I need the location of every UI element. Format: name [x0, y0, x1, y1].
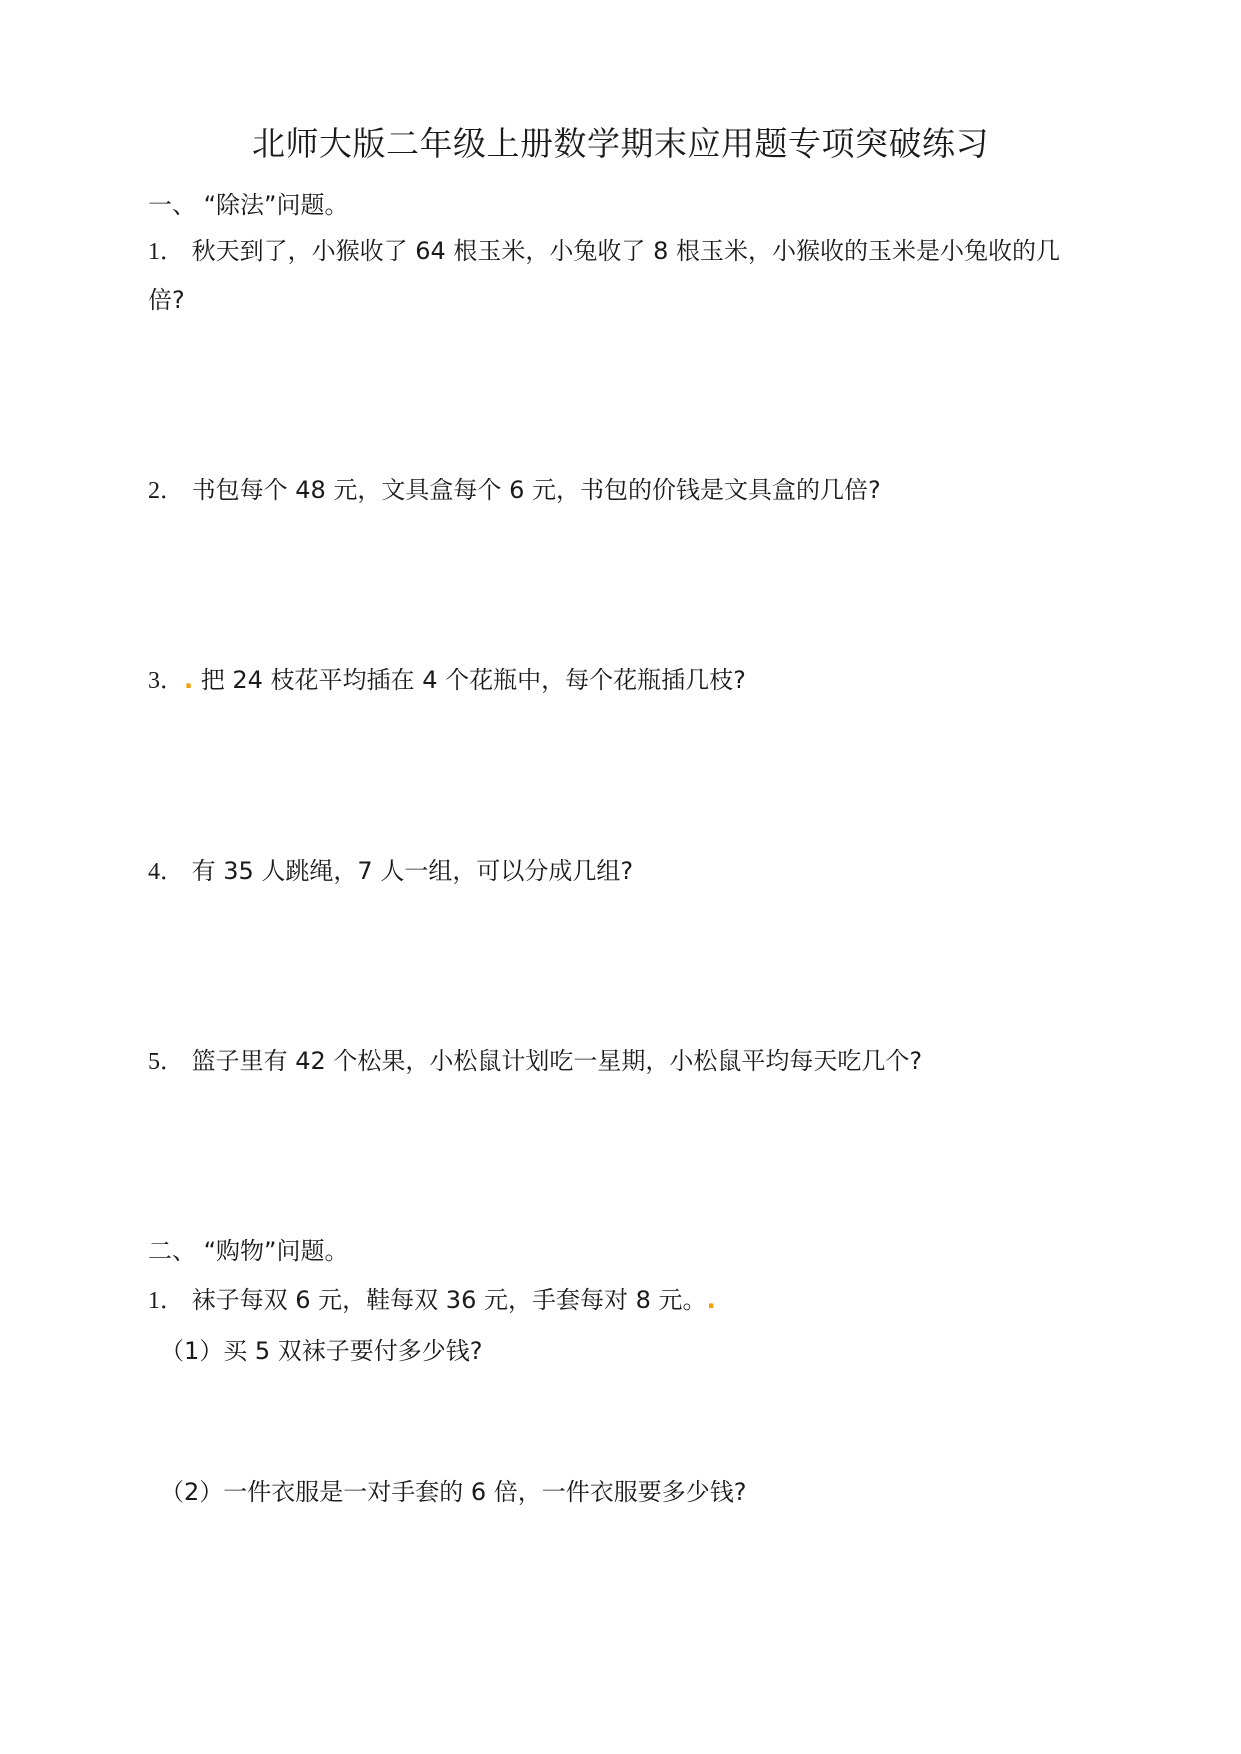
- question-1-1: [148, 236, 1060, 267]
- section-heading-shopping: 二、 “购物”问题。: [148, 1237, 349, 1265]
- question-text: 篮子里有 42 个松果，小松鼠计划吃一星期，小松鼠平均每天吃几个?: [191, 1047, 923, 1075]
- page-title: 北师大版二年级上册数学期末应用题专项突破练习: [252, 124, 989, 163]
- question-text: 有 35 人跳绳，7 人一组，可以分成几组?: [191, 857, 634, 885]
- question-text: 书包每个 48 元，文具盒每个 6 元，书包的价钱是文具盒的几倍?: [191, 476, 881, 504]
- question-number: 3．: [148, 668, 184, 694]
- question-1-1-continuation: 倍?: [148, 286, 185, 314]
- question-1-5: [148, 1046, 922, 1077]
- question-number: 1．: [148, 1288, 184, 1314]
- stray-mark: .: [706, 1286, 716, 1314]
- subquestion-text: 买 5 双袜子要付多少钱?: [223, 1337, 483, 1365]
- section-heading-division: 一、 “除法”问题。: [148, 191, 349, 219]
- question-1-4: [148, 856, 633, 887]
- question-text: 把 24 枝花平均插在 4 个花瓶中，每个花瓶插几枝?: [200, 666, 746, 694]
- subquestion-2-1-1: [160, 1336, 483, 1366]
- question-1-2: [148, 475, 881, 506]
- question-number: 4．: [148, 859, 184, 885]
- question-2-1: [148, 1285, 716, 1316]
- question-number: 1．: [148, 239, 184, 265]
- subquestion-text: 一件衣服是一对手套的 6 倍，一件衣服要多少钱?: [223, 1478, 747, 1506]
- question-text: 秋天到了，小猴收了 64 根玉米，小兔收了 8 根玉米，小猴收的玉米是小兔收的几: [191, 237, 1060, 265]
- question-number: 5．: [148, 1049, 184, 1075]
- subquestion-label: （1）: [160, 1337, 224, 1365]
- subquestion-label: （2）: [160, 1478, 224, 1506]
- question-1-3: [148, 665, 746, 696]
- question-number: 2．: [148, 478, 184, 504]
- stray-mark: .: [184, 666, 194, 694]
- subquestion-2-1-2: [160, 1477, 747, 1507]
- question-text: 袜子每双 6 元，鞋每双 36 元，手套每对 8 元。: [191, 1286, 707, 1314]
